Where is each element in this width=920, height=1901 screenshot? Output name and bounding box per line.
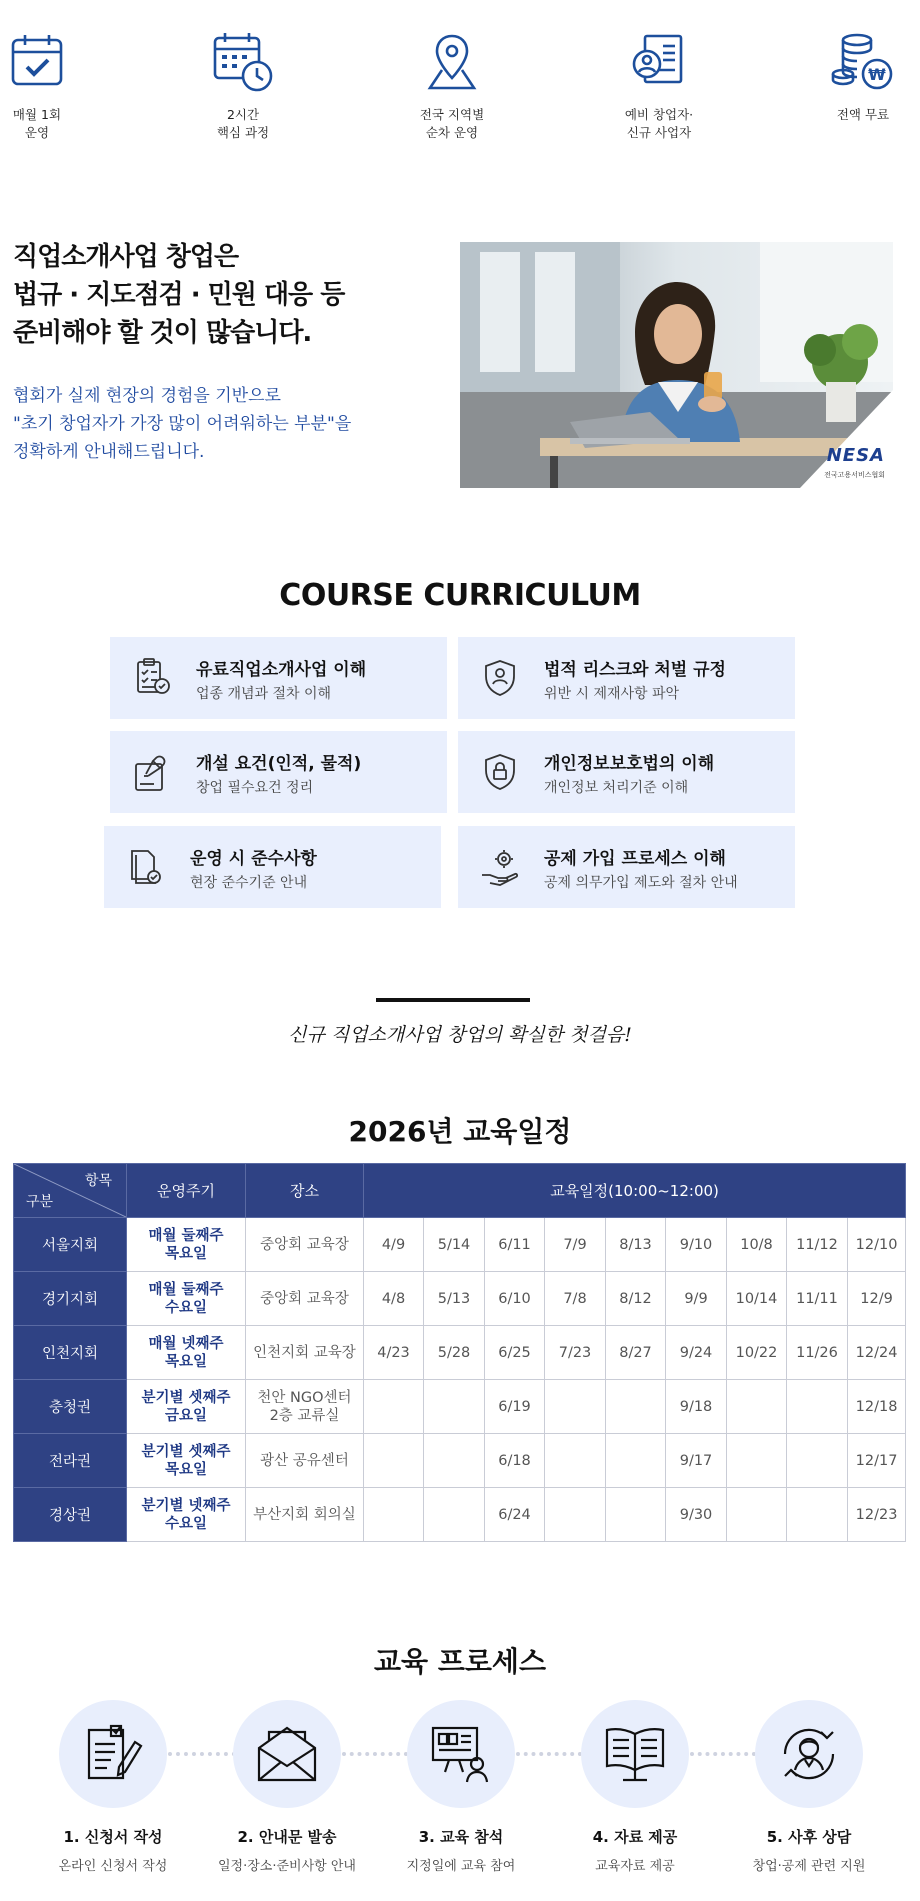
- date-cell: 6/11: [485, 1218, 545, 1272]
- nesa-logo: NESA: [826, 445, 885, 466]
- date-cell: 8/12: [606, 1272, 666, 1326]
- process-step: [724, 1700, 894, 1874]
- region-cell: 경기지회: [14, 1272, 127, 1326]
- date-cell: 6/25: [485, 1326, 545, 1380]
- svg-text:₩: ₩: [868, 65, 886, 84]
- date-cell: 12/9: [848, 1272, 906, 1326]
- shield-person-icon: [478, 656, 522, 700]
- header-place: 장소: [246, 1164, 364, 1218]
- documents-check-icon: [124, 845, 168, 889]
- curriculum-card: [458, 731, 795, 813]
- date-cell: 9/10: [666, 1218, 727, 1272]
- date-cell: 4/8: [364, 1272, 424, 1326]
- date-cell: [424, 1488, 485, 1542]
- date-cell: 11/11: [787, 1272, 848, 1326]
- curriculum-card-sub: 창업 필수요건 정리: [196, 780, 314, 796]
- curriculum-card: [110, 731, 447, 813]
- header-cycle: 운영주기: [127, 1164, 246, 1218]
- hand-gear-icon: [478, 845, 522, 889]
- process-step-circle: [755, 1700, 863, 1808]
- curriculum-card-title: 개설 요건(인적, 물적): [196, 754, 362, 774]
- cycle-cell: 매월 넷째주 목요일: [127, 1326, 246, 1380]
- application-form-icon: [81, 1722, 145, 1786]
- schedule-row: [14, 1326, 906, 1380]
- place-cell: 부산지회 회의실: [246, 1488, 364, 1542]
- region-cell: 서울지회: [14, 1218, 127, 1272]
- date-cell: [787, 1434, 848, 1488]
- process-step-circle: [407, 1700, 515, 1808]
- date-cell: 6/19: [485, 1380, 545, 1434]
- date-cell: 7/9: [545, 1218, 606, 1272]
- date-cell: 5/14: [424, 1218, 485, 1272]
- feature-label: 2시간 핵심 과정: [216, 107, 270, 140]
- feature-free: [793, 30, 920, 124]
- date-cell: [787, 1380, 848, 1434]
- process-step-sub: 온라인 신청서 작성: [58, 1859, 168, 1874]
- date-cell: 4/9: [364, 1218, 424, 1272]
- process-step-circle: [581, 1700, 689, 1808]
- header-item-label: 항목: [84, 1173, 112, 1189]
- cycle-cell: 분기별 넷째주 수요일: [127, 1488, 246, 1542]
- book-monitor-icon: [603, 1722, 667, 1786]
- calendar-check-icon: [5, 30, 69, 94]
- curriculum-card-sub: 개인정보 처리기준 이해: [544, 780, 689, 796]
- calendar-clock-icon: [211, 30, 275, 94]
- document-person-icon: [627, 30, 691, 94]
- date-cell: 9/30: [666, 1488, 727, 1542]
- place-cell: 중앙회 교육장: [246, 1218, 364, 1272]
- region-cell: 충청권: [14, 1380, 127, 1434]
- date-cell: [545, 1488, 606, 1542]
- schedule-row: [14, 1272, 906, 1326]
- date-cell: 6/10: [485, 1272, 545, 1326]
- date-cell: 6/24: [485, 1488, 545, 1542]
- intro-photo: [460, 242, 893, 488]
- process-step-title: 5. 사후 상담: [766, 1828, 852, 1846]
- date-cell: [606, 1434, 666, 1488]
- place-cell: 광산 공유센터: [246, 1434, 364, 1488]
- date-cell: 5/28: [424, 1326, 485, 1380]
- date-cell: 10/8: [727, 1218, 787, 1272]
- date-cell: 6/18: [485, 1434, 545, 1488]
- schedule-row: [14, 1488, 906, 1542]
- map-pin-icon: [420, 30, 484, 94]
- place-cell: 중앙회 교육장: [246, 1272, 364, 1326]
- date-cell: [606, 1380, 666, 1434]
- feature-duration: [173, 30, 313, 142]
- date-cell: 12/18: [848, 1380, 906, 1434]
- process-step-circle: [233, 1700, 341, 1808]
- feature-label: 매월 1회 운영: [12, 107, 62, 140]
- process-step-title: 3. 교육 참석: [418, 1828, 504, 1846]
- date-cell: [545, 1380, 606, 1434]
- process-step-sub: 교육자료 제공: [595, 1859, 675, 1874]
- coins-won-icon: [831, 30, 895, 94]
- region-cell: 경상권: [14, 1488, 127, 1542]
- date-cell: 12/17: [848, 1434, 906, 1488]
- schedule-row: [14, 1218, 906, 1272]
- intro-title: 직업소개사업 창업은 법규 · 지도점검 · 민원 대응 등 준비해야 할 것이 많습니다.: [13, 242, 345, 348]
- date-cell: 8/27: [606, 1326, 666, 1380]
- date-cell: [424, 1380, 485, 1434]
- date-cell: 10/22: [727, 1326, 787, 1380]
- date-cell: [364, 1488, 424, 1542]
- schedule-title: 2026년 교육일정: [348, 1115, 572, 1148]
- date-cell: 4/23: [364, 1326, 424, 1380]
- curriculum-card-sub: 위반 시 제재사항 파악: [544, 686, 680, 702]
- checklist-icon: [130, 656, 174, 700]
- feature-label: 전국 지역별 순차 운영: [419, 107, 485, 140]
- region-cell: 전라권: [14, 1434, 127, 1488]
- schedule-table: [13, 1163, 906, 1542]
- date-cell: [727, 1434, 787, 1488]
- date-cell: 7/23: [545, 1326, 606, 1380]
- date-cell: 7/8: [545, 1272, 606, 1326]
- process-step-title: 2. 안내문 발송: [237, 1828, 337, 1846]
- place-cell: 천안 NGO센터 2층 교류실: [246, 1380, 364, 1434]
- curriculum-card-title: 법적 리스크와 처벌 규정: [544, 660, 726, 680]
- date-cell: 5/13: [424, 1272, 485, 1326]
- schedule-row: [14, 1434, 906, 1488]
- process-step-title: 4. 자료 제공: [592, 1828, 678, 1846]
- stamp-icon: [130, 750, 174, 794]
- date-cell: [424, 1434, 485, 1488]
- curriculum-title: COURSE CURRICULUM: [279, 578, 641, 613]
- shield-lock-icon: [478, 750, 522, 794]
- date-cell: [364, 1380, 424, 1434]
- curriculum-card-title: 유료직업소개사업 이해: [196, 660, 367, 680]
- schedule-body: [14, 1218, 906, 1542]
- intro-description: 협회가 실제 현장의 경험을 기반으로 "초기 창업자가 가장 많이 어려워하는 부분"을 정확하게 안내해드립니다.: [13, 386, 352, 462]
- cycle-cell: 분기별 셋째주 금요일: [127, 1380, 246, 1434]
- date-cell: [364, 1434, 424, 1488]
- curriculum-card: [104, 826, 441, 908]
- curriculum-card-sub: 업종 개념과 절차 이해: [196, 686, 332, 702]
- date-cell: [545, 1434, 606, 1488]
- feature-label: 예비 창업자· 신규 사업자: [624, 107, 694, 140]
- feature-target: [589, 30, 729, 142]
- process-step: [202, 1700, 372, 1874]
- process-step: [550, 1700, 720, 1874]
- process-title: 교육 프로세스: [373, 1645, 547, 1678]
- region-cell: 인천지회: [14, 1326, 127, 1380]
- cycle-cell: 매월 둘째주 수요일: [127, 1272, 246, 1326]
- date-cell: 10/14: [727, 1272, 787, 1326]
- date-cell: 12/23: [848, 1488, 906, 1542]
- date-cell: 11/12: [787, 1218, 848, 1272]
- date-cell: [727, 1488, 787, 1542]
- date-cell: 12/10: [848, 1218, 906, 1272]
- envelope-icon: [255, 1722, 319, 1786]
- presentation-icon: [429, 1722, 493, 1786]
- curriculum-card-title: 개인정보보호법의 이해: [544, 754, 715, 774]
- curriculum-card-sub: 공제 의무가입 제도와 절차 안내: [544, 875, 738, 891]
- date-cell: [787, 1488, 848, 1542]
- header-diagonal-cell: [14, 1164, 127, 1218]
- feature-monthly: [0, 30, 107, 142]
- date-cell: 11/26: [787, 1326, 848, 1380]
- process-step: [28, 1700, 198, 1874]
- curriculum-card: [458, 826, 795, 908]
- process-step: [376, 1700, 546, 1874]
- curriculum-card-title: 운영 시 준수사항: [190, 849, 317, 869]
- date-cell: 9/9: [666, 1272, 727, 1326]
- cycle-cell: 매월 둘째주 목요일: [127, 1218, 246, 1272]
- consult-person-icon: [777, 1722, 841, 1786]
- date-cell: 9/17: [666, 1434, 727, 1488]
- date-cell: 9/18: [666, 1380, 727, 1434]
- feature-region: [382, 30, 522, 142]
- process-step-circle: [59, 1700, 167, 1808]
- curriculum-card-title: 공제 가입 프로세스 이해: [544, 849, 726, 869]
- process-step-sub: 일정·장소·준비사항 안내: [218, 1859, 356, 1874]
- nesa-logo-subtitle: 전국고용서비스협회: [824, 471, 885, 479]
- slogan-divider: [376, 998, 530, 1002]
- header-region-label: 구분: [26, 1194, 54, 1210]
- curriculum-card-sub: 현장 준수기준 안내: [190, 875, 308, 891]
- process-step-sub: 지정일에 교육 참여: [406, 1859, 516, 1874]
- process-step-title: 1. 신청서 작성: [63, 1828, 163, 1846]
- curriculum-card: [458, 637, 795, 719]
- slogan: 신규 직업소개사업 창업의 확실한 첫걸음!: [288, 1024, 632, 1046]
- schedule-row: [14, 1380, 906, 1434]
- process-step-sub: 창업·공제 관련 지원: [752, 1859, 866, 1874]
- schedule-header-row: [14, 1164, 906, 1218]
- feature-label: 전액 무료: [836, 107, 890, 122]
- cycle-cell: 분기별 셋째주 목요일: [127, 1434, 246, 1488]
- header-dates: 교육일정(10:00~12:00): [364, 1164, 906, 1218]
- date-cell: 8/13: [606, 1218, 666, 1272]
- feature-row: [0, 30, 920, 160]
- curriculum-card: [110, 637, 447, 719]
- date-cell: [606, 1488, 666, 1542]
- date-cell: [727, 1380, 787, 1434]
- date-cell: 12/24: [848, 1326, 906, 1380]
- date-cell: 9/24: [666, 1326, 727, 1380]
- place-cell: 인천지회 교육장: [246, 1326, 364, 1380]
